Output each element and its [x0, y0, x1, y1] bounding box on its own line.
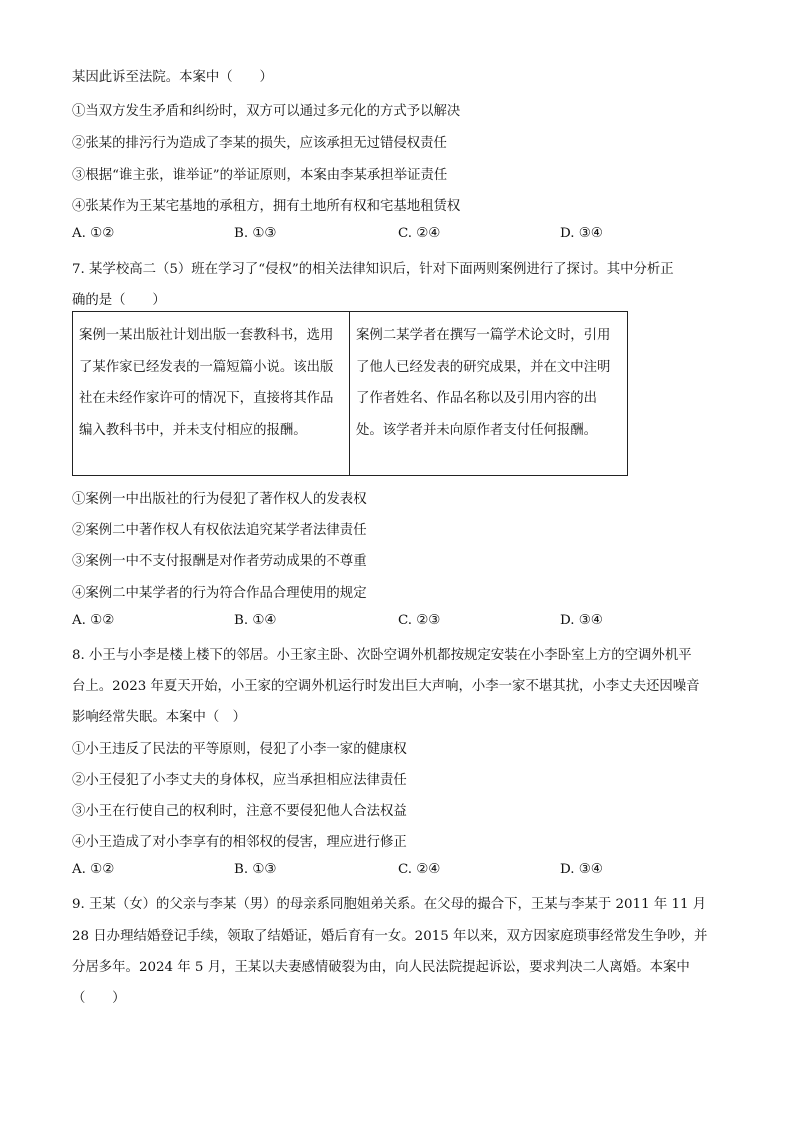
- q7-options: [72, 613, 652, 628]
- q6-item-4: ④张某作为王某宅基地的承租方，拥有土地所有权和宅基地租赁权: [72, 199, 461, 214]
- q6-option-b[interactable]: B. ①③: [234, 226, 277, 241]
- q9-stem-line-1: 9. 王某（女）的父亲与李某（男）的母亲系同胞姐弟关系。在父母的撮合下，王某与李某于 2011 年 11 月: [72, 897, 707, 912]
- q6-stem-tail: 某因此诉至法院。本案中（ ）: [72, 70, 273, 85]
- q7-item-2: ②案例二中著作权人有权依法追究某学者法律责任: [72, 523, 367, 538]
- q6-option-a[interactable]: A. ①②: [72, 226, 115, 241]
- q8-item-2: ②小王侵犯了小李丈夫的身体权，应当承担相应法律责任: [72, 773, 407, 788]
- q9-stem-line-3: 分居多年。2024 年 5 月，王某以夫妻感情破裂为由，向人民法院提起诉讼，要求判决二人离婚。本案中: [72, 960, 690, 975]
- q7-case-table: [72, 311, 628, 476]
- q8-option-a[interactable]: A. ①②: [72, 862, 115, 877]
- q9-stem-line-4: （ ）: [72, 991, 126, 1006]
- q6-item-1: ①当双方发生矛盾和纠纷时，双方可以通过多元化的方式予以解决: [72, 104, 461, 119]
- q8-stem-line-2: 台上。2023 年夏天开始，小王家的空调外机运行时发出巨大声响，小李一家不堪其扰，小李丈夫还因噪音: [72, 679, 700, 694]
- q8-option-c[interactable]: C. ②④: [398, 862, 441, 877]
- q6-item-2: ②张某的排污行为造成了李某的损失，应该承担无过错侵权责任: [72, 136, 447, 151]
- q9-stem-line-2: 28 日办理结婚登记手续，领取了结婚证，婚后育有一女。2015 年以来，双方因家庭琐事经常发生争吵，并: [72, 929, 708, 944]
- q7-case-2: 案例二某学者在撰写一篇学术论文时，引用了他人已经发表的研究成果，并在文中注明了作者姓名、作品名称以及引用内容的出处。该学者并未向原作者支付任何报酬。: [356, 328, 611, 438]
- q7-option-c[interactable]: C. ②③: [398, 613, 441, 628]
- q7-case-1: 案例一某出版社计划出版一套教科书，选用了某作家已经发表的一篇短篇小说。该出版社在未经作家许可的情况下，直接将其作品编入教科书中，并未支付相应的报酬。: [73, 312, 350, 475]
- q7-item-3: ③案例一中不支付报酬是对作者劳动成果的不尊重: [72, 554, 367, 569]
- q8-stem-line-1: 8. 小王与小李是楼上楼下的邻居。小王家主卧、次卧空调外机都按规定安装在小李卧室上方的空调外机平: [72, 648, 692, 663]
- q8-item-4: ④小王造成了对小李享有的相邻权的侵害，理应进行修正: [72, 835, 407, 850]
- q8-options: [72, 862, 652, 877]
- q8-option-d[interactable]: D. ③④: [560, 862, 603, 877]
- q8-stem-line-3: 影响经常失眠。本案中（ ）: [72, 710, 247, 725]
- q8-item-3: ③小王在行使自己的权利时，注意不要侵犯他人合法权益: [72, 804, 407, 819]
- q6-options: [72, 226, 652, 241]
- q6-option-c[interactable]: C. ②④: [398, 226, 441, 241]
- q6-option-d[interactable]: D. ③④: [560, 226, 603, 241]
- q7-option-b[interactable]: B. ①④: [234, 613, 277, 628]
- q7-option-d[interactable]: D. ③④: [560, 613, 603, 628]
- q6-item-3: ③根据“谁主张，谁举证”的举证原则，本案由李某承担举证责任: [72, 168, 448, 183]
- q7-item-4: ④案例二中某学者的行为符合作品合理使用的规定: [72, 586, 367, 601]
- q8-option-b[interactable]: B. ①③: [234, 862, 277, 877]
- q7-option-a[interactable]: A. ①②: [72, 613, 115, 628]
- q8-item-1: ①小王违反了民法的平等原则，侵犯了小李一家的健康权: [72, 742, 407, 757]
- q7-stem-line-2: 确的是（ ）: [72, 293, 166, 308]
- q7-stem-line-1: 7. 某学校高二（5）班在学习了“侵权”的相关法律知识后，针对下面两则案例进行了探讨。其中分析正: [72, 262, 674, 277]
- q7-item-1: ①案例一中出版社的行为侵犯了著作权人的发表权: [72, 492, 367, 507]
